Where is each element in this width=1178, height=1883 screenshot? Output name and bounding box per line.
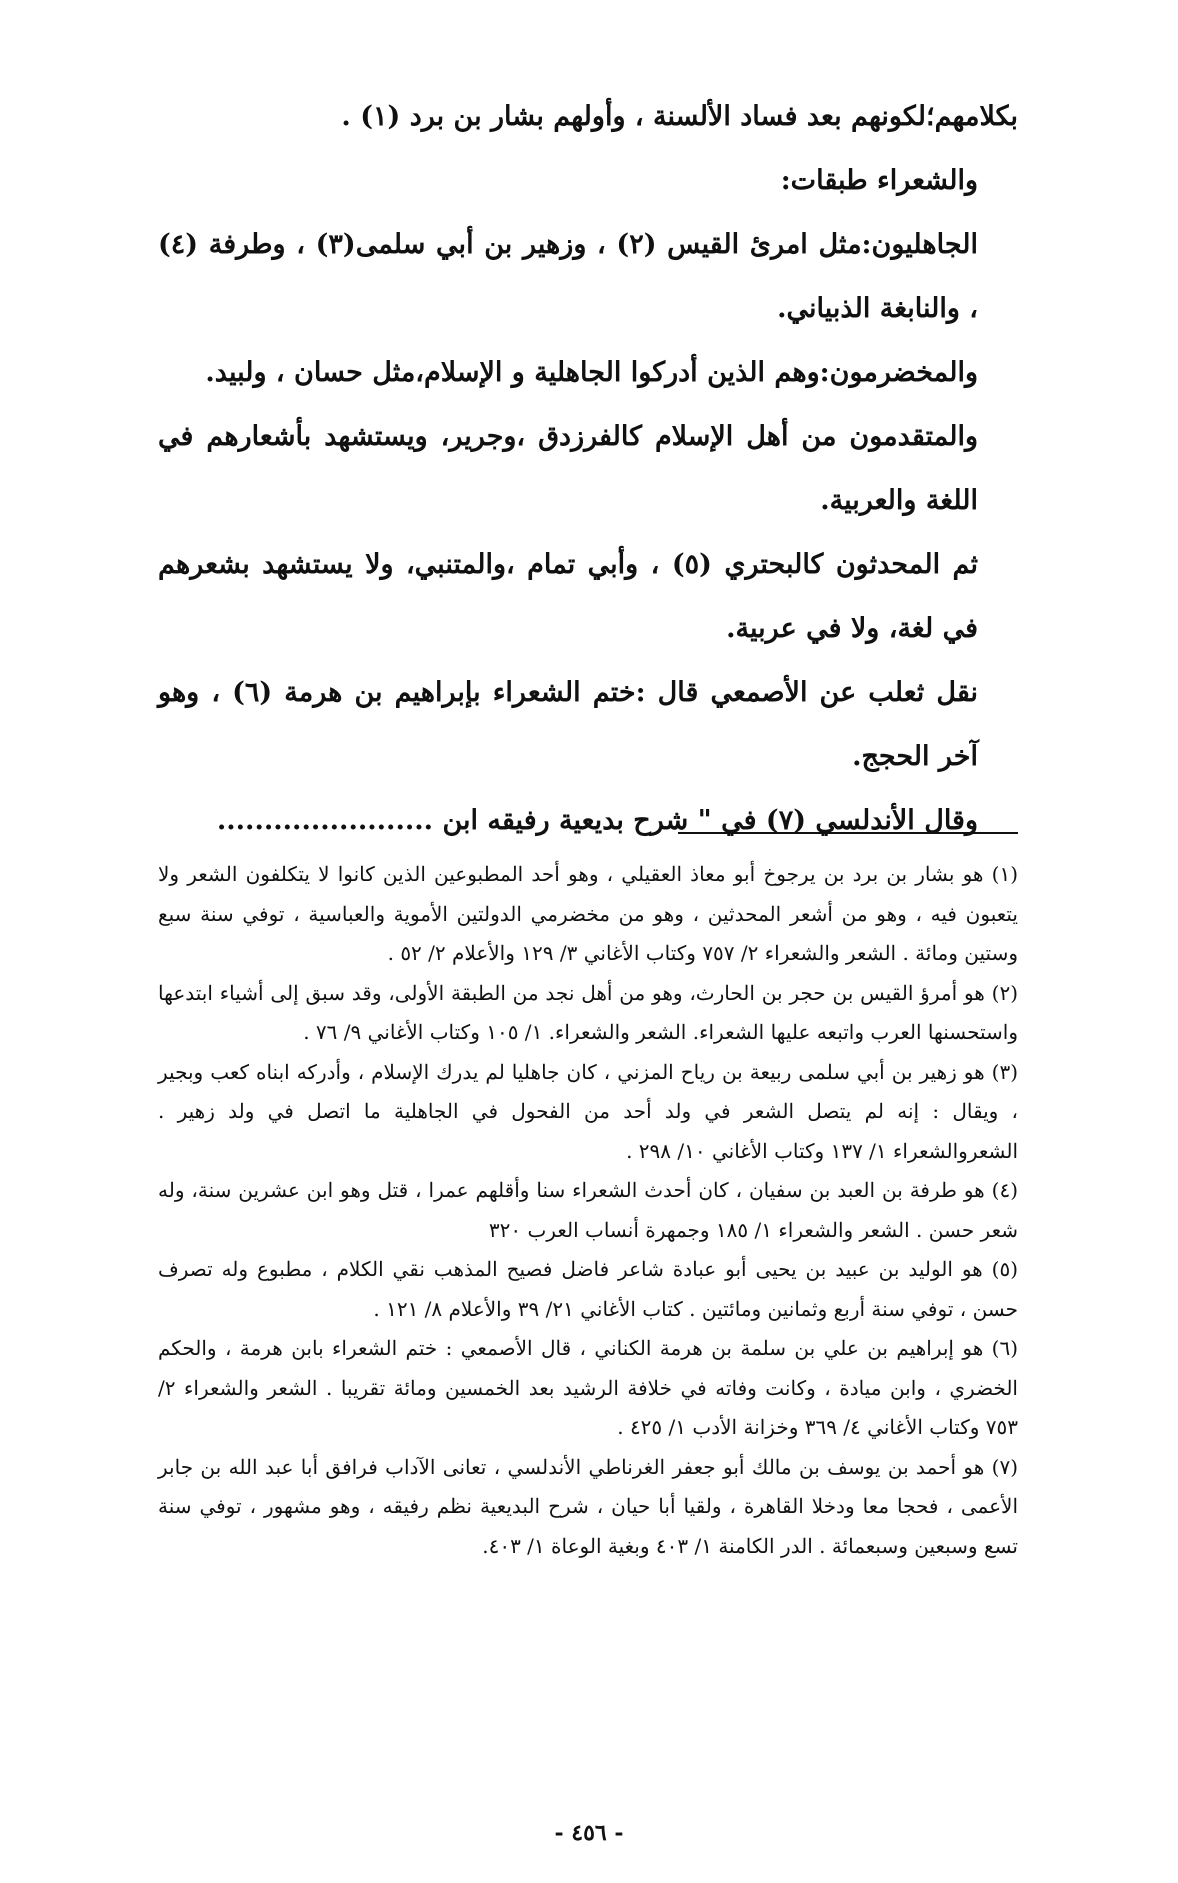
footnote-6: (٦) هو إبراهيم بن علي بن سلمة بن هرمة الكناني ، قال الأصمعي : ختم الشعراء بابن هرمة ، والحكم الخضري ، وابن ميادة ، وكانت وفاته في خلافة الرشيد بعد الخمسين ومائة تقريبا . الشعر والشعراء ٢/ ٧٥٣ وكتاب الأغاني ٤/ ٣٦٩ وخزانة الأدب ١/ ٤٢٥ .: [158, 1336, 1018, 1439]
footnote-separator: [678, 832, 1018, 834]
footnotes: [158, 855, 1018, 1566]
main-paragraph-3: الجاهليون:مثل امرئ القيس (٢) ، وزهير بن أبي سلمى(٣) ، وطرفة (٤) ، والنابغة الذبياني.: [158, 229, 978, 324]
footnote-3: (٣) هو زهير بن أبي سلمى ربيعة بن رياح المزني ، كان جاهليا لم يدرك الإسلام ، وأدركه ابناه كعب وبجير ، ويقال : إنه لم يتصل الشعر في ولد أحد من الفحول في الجاهلية ما اتصل في ولد زهير . الشعروالشعراء ١/ ١٣٧ وكتاب الأغاني ١٠/ ٢٩٨ .: [158, 1059, 1018, 1163]
main-paragraph-8: وقال الأندلسي (٧) في " شرح بديعية رفيقه ابن .......................: [216, 805, 978, 836]
footnote-1: (١) هو بشار بن برد بن يرجوخ أبو معاذ العقيلي ، وهو أحد المطبوعين الذين كانوا لا يتكلفون الشعر ولا يتعبون فيه ، وهو من أشعر المحدثين ، وهو من مخضرمي الدولتين الأموية والعباسية ، توفي سنة سبع وستين ومائة . الشعر والشعراء ٢/ ٧٥٧ وكتاب الأغاني ٣/ ١٢٩ والأعلام ٢/ ٥٢ .: [158, 862, 1018, 965]
main-paragraph-2: والشعراء طبقات:: [780, 165, 978, 196]
main-paragraph-6: ثم المحدثون كالبحتري (٥) ، وأبي تمام ،والمتنبي، ولا يستشهد بشعرهم في لغة، ولا في عربية.: [158, 549, 979, 644]
main-text: [158, 85, 1018, 853]
main-paragraph-7: نقل ثعلب عن الأصمعي قال :ختم الشعراء بإبراهيم بن هرمة (٦) ، وهو آخر الحجج.: [158, 677, 978, 772]
page-number: - ٤٥٦ -: [554, 1820, 624, 1846]
footnote-7: (٧) هو أحمد بن يوسف بن مالك أبو جعفر الغرناطي الأندلسي ، تعانى الآداب فرافق أبا عبد الله بن جابر الأعمى ، فحجا معا ودخلا القاهرة ، ولقيا أبا حيان ، شرح البديعية نظم رفيقه ، وهو مشهور ، توفي سنة تسع وسبعين وسبعمائة . الدر الكامنة ١/ ٤٠٣ وبغية الوعاة ١/ ٤٠٣.: [158, 1454, 1018, 1558]
footnote-4: (٤) هو طرفة بن العبد بن سفيان ، كان أحدث الشعراء سنا وأقلهم عمرا ، قتل وهو ابن عشرين سنة، وله شعر حسن . الشعر والشعراء ١/ ١٨٥ وجمهرة أنساب العرب ٣٢٠: [158, 1178, 1018, 1242]
main-paragraph-5: والمتقدمون من أهل الإسلام كالفرزدق ،وجرير، ويستشهد بأشعارهم في اللغة والعربية.: [158, 421, 978, 516]
footnote-5: (٥) هو الوليد بن عبيد بن يحيى أبو عبادة شاعر فاضل فصيح المذهب نقي الكلام ، مطبوع وله تصرف حسن ، توفي سنة أربع وثمانين ومائتين . كتاب الأغاني ٢١/ ٣٩ والأعلام ٨/ ١٢١ .: [158, 1257, 1018, 1321]
footnote-2: (٢) هو أمرؤ القيس بن حجر بن الحارث، وهو من أهل نجد من الطبقة الأولى، وقد سبق إلى أشياء ابتدعها واستحسنها العرب واتبعه عليها الشعراء. الشعر والشعراء. ١/ ١٠٥ وكتاب الأغاني ٩/ ٧٦ .: [158, 980, 1018, 1044]
main-paragraph-1: بكلامهم؛لكونهم بعد فساد الألسنة ، وأولهم بشار بن برد (١) .: [341, 101, 1018, 132]
main-paragraph-4: والمخضرمون:وهم الذين أدركوا الجاهلية و الإسلام،مثل حسان ، ولبيد.: [205, 357, 978, 388]
